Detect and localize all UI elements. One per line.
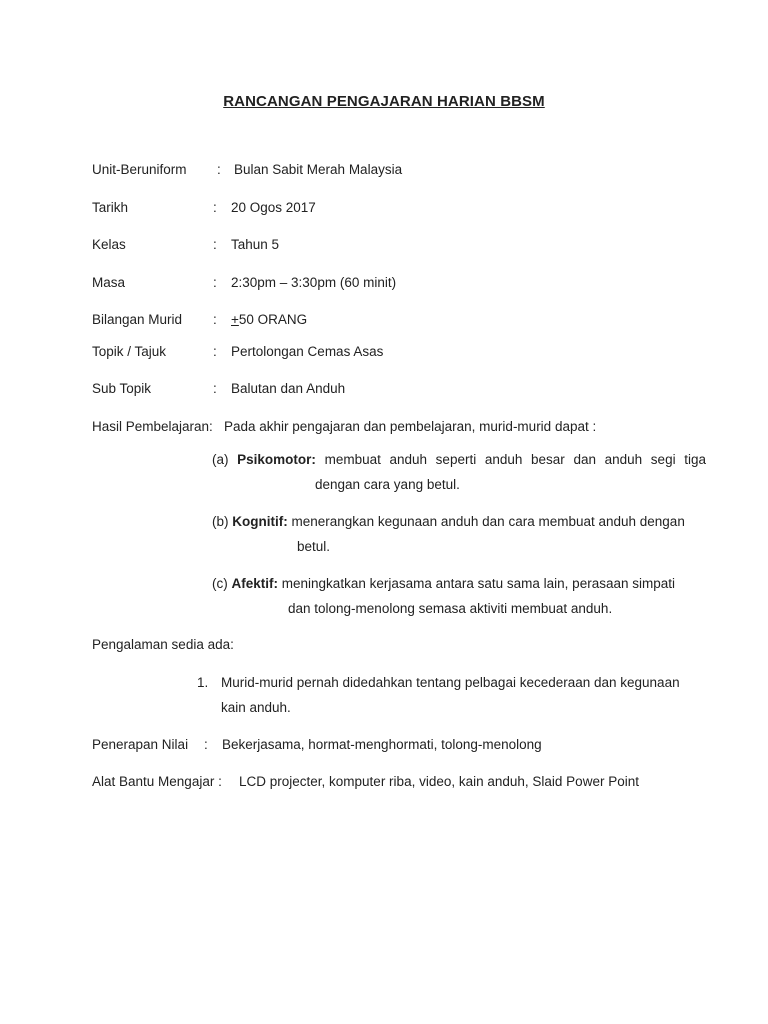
field-unit-beruniform: [92, 162, 403, 177]
item-term: Psikomotor:: [237, 452, 316, 467]
field-label: Masa: [92, 275, 126, 290]
field-value: 20 Ogos 2017: [231, 200, 316, 215]
nilai-colon: :: [204, 737, 208, 752]
field-label: Topik / Tajuk: [92, 344, 167, 359]
item-line1: meningkatkan kerjasama antara satu sama lain, perasaan simpati: [281, 576, 675, 591]
field-colon: :: [213, 275, 217, 290]
alat-value: LCD projecter, komputer riba, video, kain anduh, Slaid Power Point: [239, 774, 639, 789]
field-sub-topik: [92, 381, 346, 396]
alat-bantu-mengajar: [92, 774, 639, 789]
item-term: Afektif:: [231, 576, 279, 591]
field-masa: [92, 275, 397, 290]
hasil-item-b: [212, 509, 706, 559]
item-line1: Murid-murid pernah didedahkan tentang pelbagai kecederaan dan kegunaan: [221, 675, 680, 690]
field-colon: :: [213, 381, 217, 396]
document-title: RANCANGAN PENGAJARAN HARIAN BBSM: [223, 93, 545, 110]
field-value: Tahun 5: [231, 237, 280, 252]
item-marker: (c): [212, 576, 228, 591]
hasil-item-c: [212, 571, 706, 621]
field-colon: :: [213, 312, 217, 327]
hasil-intro: Pada akhir pengajaran dan pembelajaran, murid-murid dapat :: [224, 419, 597, 434]
field-value-wrap: [231, 312, 307, 327]
field-value: 2:30pm – 3:30pm (60 minit): [231, 275, 397, 290]
nilai-value: Bekerjasama, hormat-menghormati, tolong-menolong: [222, 737, 542, 752]
field-colon: :: [217, 162, 221, 177]
field-topik: [92, 344, 384, 359]
field-colon: :: [213, 237, 217, 252]
field-label: Kelas: [92, 237, 126, 252]
item-term: Kognitif:: [232, 514, 288, 529]
field-bilangan-murid: [92, 312, 308, 327]
field-colon: :: [213, 344, 217, 359]
field-colon: :: [213, 200, 217, 215]
item-marker: (a): [212, 452, 229, 467]
item-line2: dan tolong-menolong semasa aktiviti membuat anduh.: [288, 601, 613, 616]
field-value: 50 ORANG: [238, 312, 308, 327]
nilai-label: Penerapan Nilai: [92, 737, 189, 752]
pengalaman-item-1: [197, 670, 707, 720]
item-line2: betul.: [297, 539, 331, 554]
pengalaman-label: Pengalaman sedia ada:: [92, 637, 234, 652]
alat-label: Alat Bantu Mengajar :: [92, 774, 222, 789]
field-label: Tarikh: [92, 200, 129, 215]
field-label: Unit-Beruniform: [92, 162, 187, 177]
field-label: Sub Topik: [92, 381, 152, 396]
item-marker: (b): [212, 514, 229, 529]
item-number: 1.: [197, 675, 209, 690]
field-tarikh: [92, 200, 316, 215]
item-line2: kain anduh.: [221, 700, 291, 715]
field-value: Balutan dan Anduh: [231, 381, 346, 396]
penerapan-nilai: [92, 737, 542, 752]
item-line2: dengan cara yang betul.: [315, 477, 460, 492]
field-kelas: [92, 237, 280, 252]
item-line1: menerangkan kegunaan anduh dan cara membuat anduh dengan: [291, 514, 685, 529]
field-label: Bilangan Murid: [92, 312, 183, 327]
field-value: Bulan Sabit Merah Malaysia: [234, 162, 403, 177]
plus-minus-prefix: +: [231, 312, 239, 327]
hasil-pembelajaran: [92, 419, 597, 434]
item-line1: membuat anduh seperti anduh besar dan anduh segi tiga: [324, 452, 706, 467]
hasil-item-a: [212, 447, 706, 497]
hasil-label: Hasil Pembelajaran:: [92, 419, 213, 434]
field-value: Pertolongan Cemas Asas: [231, 344, 384, 359]
